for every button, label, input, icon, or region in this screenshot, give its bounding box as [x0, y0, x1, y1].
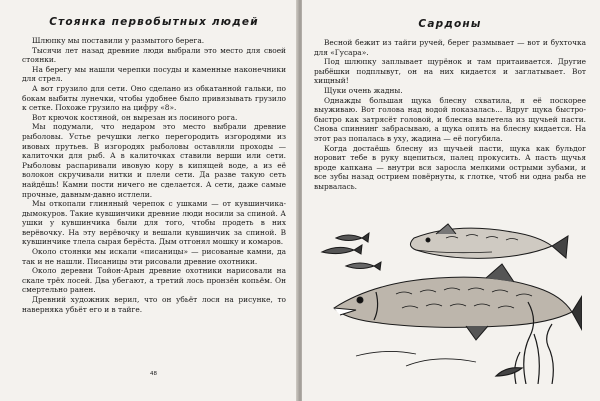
upper-pike-illustration [410, 224, 568, 258]
pike-illustration [316, 216, 582, 384]
paragraph: Под шлюпку заплывает щурёнок и там притаивается. Другие рыбёшки подплывут, он на них кидается и заглатывает. Вот хищный! [314, 57, 586, 86]
paragraph: Мы откопали глиняный черепок с ушками — от кувшинчика-дымокуров. Такие кувшинчики древние люди носили за спиной. А ушки у кувшинчика были для того, чтобы продеть в них верёвочку. На эту верёвочку и вешали кувшинчик за спиной. В кувшинчике тлела сырая берёста. Дым отгонял мошку и комаров. [22, 199, 286, 247]
paragraph: Мы подумали, что недаром это место выбрали древние рыболовы. Устье речушки легко перегородить изгородями из ивовых прутьев. В изгородях рыболовы оставляли проходы — калиточки для рыб. А в калиточках ставили верши или сети. Рыболовы распаривали ивовую кору в кипящей воде, а из её волокон скручивали нитки и плели сети. Да разве такую сеть найдёшь! Камни пости ничего не сделается. А сети, даже самые прочные, давным-давно истлели. [22, 122, 286, 199]
left-page-text [22, 36, 286, 314]
paragraph: А вот грузило для сети. Оно сделано из обкатанной гальки, по бокам выбиты лунечки, чтобы удобнее было привязывать грузило к сетке. Похоже грузило на цифру «8». [22, 83, 286, 113]
right-page-title: Сардоны [418, 18, 482, 30]
small-fish-illustration [322, 233, 381, 270]
paragraph: Тысячи лет назад древние люди выбрали это место для своей стоянки. [22, 45, 286, 65]
paragraph: Шлюпку мы поставили у размытого берега. [32, 36, 205, 45]
large-pike-illustration [334, 264, 582, 340]
paragraph: Щуки очень жадны. [324, 85, 403, 95]
right-page-text [314, 38, 586, 192]
paragraph: Вот крючок костяной, он вырезан из лосиного рога. [32, 112, 238, 122]
left-page [0, 0, 298, 401]
paragraph: Около деревни Тойон-Арын древние охотники нарисовали на скале трёх лосей. Два убегают, а третий лось пронзён копьём. Он смертельно ранен. [22, 266, 286, 295]
paragraph: Весной бежит из тайги ручей, берег размывает — вот и бухточка для «Гусара». [314, 38, 586, 57]
paragraph: Однажды большая щука блесну схватила, я её поскорее выуживаю. Вот голова над водой показалась... Вдруг щука быстро-быстро как затрясёт головой, и блесна вылетела из щучьей пасти. Снова спиннинг забрасываю, а щука опять на блесну кидается. На этот раз попалась в уху, жадина — её погубила. [314, 95, 586, 143]
paragraph: Когда достаёшь блесну из щучьей пасти, щука как бульдог норовит тебе в руку вцепиться, палец прокусить. А пасть щучья вроде капкана — внутри вся заросла мелкими острыми зубами, и все зубы назад острием повёрнуты, к глотке, чтоб ни одна рыба не вырвалась. [314, 143, 586, 191]
paragraph: Около стоянки мы искали «писаницы» — рисованые камни, да так и не нашли. Писаницы эти рисовали древние охотники. [22, 247, 286, 266]
paragraph: На берегу мы нашли черепки посуды и каменные наконечники для стрел. [22, 64, 286, 84]
left-page-title: Стоянка первобытных людей [49, 16, 259, 28]
page-number: 48 [150, 371, 157, 377]
paragraph: Древний художник верил, что он убьёт лося на рисунке, то наверняка убьёт его и в тайге. [22, 295, 286, 314]
